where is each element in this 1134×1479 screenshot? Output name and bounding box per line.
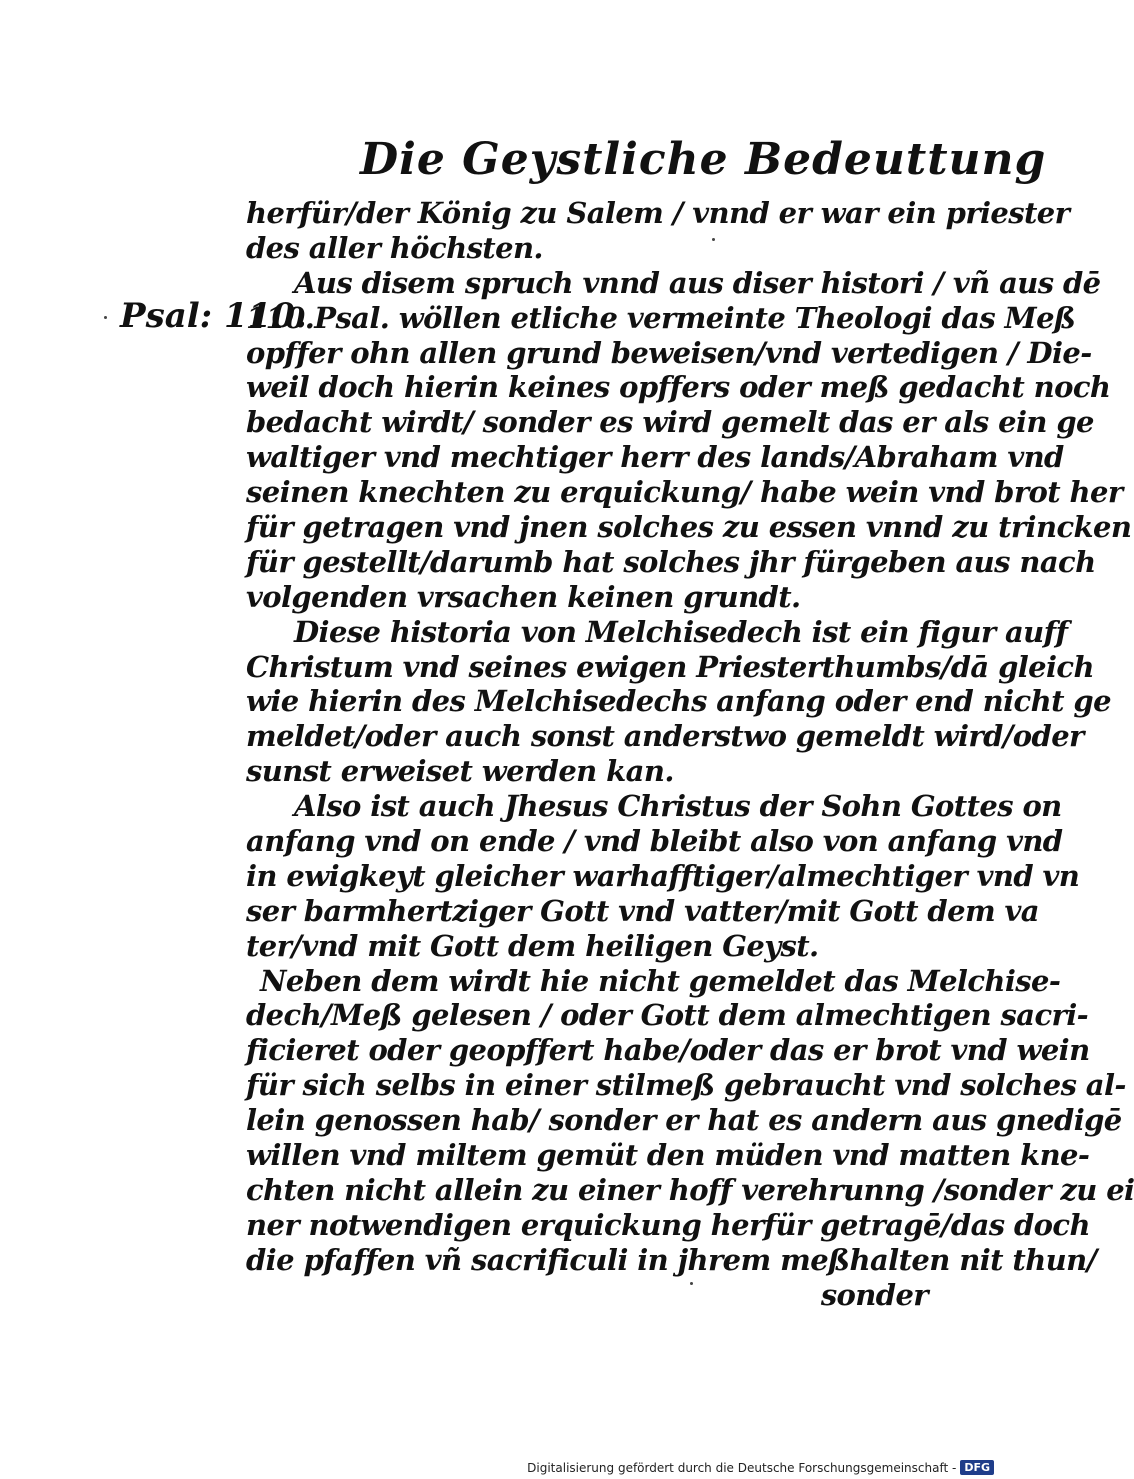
text-line: ser barmhertziger Gott vnd vatter/mit Gott dem va	[246, 893, 1039, 928]
text-body	[246, 196, 1134, 1313]
text-line: für gestellt/darumb hat solches jhr fürgeben aus nach	[246, 544, 1096, 579]
ink-speck	[104, 316, 107, 319]
ink-speck	[712, 238, 715, 241]
text-line: weil doch hierin keines opffers oder meß gedacht noch	[246, 370, 1111, 405]
text-line: willen vnd miltem gemüt den müden vnd matten kne-	[246, 1138, 1090, 1173]
dfg-logo: DFG	[960, 1460, 994, 1475]
ink-speck	[690, 1282, 693, 1285]
text-line: Christum vnd seines ewigen Priesterthumbs/dā gleich	[246, 649, 1094, 684]
text-line: ter/vnd mit Gott dem heiligen Geyst.	[246, 928, 819, 963]
text-line: herfür/der König zu Salem / vnnd er war ein priester	[246, 196, 1070, 230]
text-line: dech/Meß gelesen / oder Gott dem almechtigen sacri-	[246, 998, 1089, 1033]
footer	[527, 1460, 994, 1475]
text-line: waltiger vnd mechtiger herr des lands/Abraham vnd	[246, 440, 1064, 475]
margin-note: Psal: 110.	[120, 296, 307, 336]
page-title: Die Geystliche Bedeuttung	[360, 134, 1047, 185]
text-line: bedacht wirdt/ sonder es wird gemelt das er als ein ge	[246, 405, 1094, 440]
text-line: Diese historia von Melchisedech ist ein figur auff	[294, 614, 1068, 649]
text-line: für getragen vnd jnen solches zu essen vnnd zu trincken	[246, 510, 1132, 545]
text-line: anfang vnd on ende / vnd bleibt also von anfang vnd	[246, 824, 1063, 859]
text-line: seinen knechten zu erquickung/ habe wein vnd brot her	[246, 475, 1123, 510]
text-line: Also ist auch Jhesus Christus der Sohn Gottes on	[294, 789, 1062, 824]
text-line: chten nicht allein zu einer hoff verehrunng /sonder zu ei	[246, 1172, 1134, 1207]
text-line: sonder	[820, 1277, 928, 1312]
text-line: ner notwendigen erquickung herfür getragē/das doch	[246, 1207, 1090, 1242]
text-line: Aus disem spruch vnnd aus diser histori / vñ aus dē	[294, 265, 1101, 300]
text-line: des aller höchsten.	[246, 230, 543, 265]
text-line: wie hierin des Melchisedechs anfang oder end nicht ge	[246, 684, 1111, 719]
text-line: für sich selbs in einer stilmeß gebraucht vnd solches al-	[246, 1068, 1126, 1103]
text-line: Neben dem wirdt hie nicht gemeldet das Melchise-	[260, 963, 1061, 998]
text-line: sunst erweiset werden kan.	[246, 754, 674, 789]
text-line: 110.Psal. wöllen etliche vermeinte Theologi das Meß	[246, 300, 1076, 335]
text-line: volgenden vrsachen keinen grundt.	[246, 579, 801, 614]
text-line: die pfaffen vñ sacrificuli in jhrem meßhalten nit thun/	[246, 1242, 1097, 1277]
text-line: in ewigkeyt gleicher warhafftiger/almechtiger vnd vn	[246, 858, 1080, 893]
text-line: opffer ohn allen grund beweisen/vnd vertedigen / Die-	[246, 335, 1092, 370]
text-line: ficieret oder geopffert habe/oder das er brot vnd wein	[246, 1033, 1090, 1068]
text-line: meldet/oder auch sonst anderstwo gemeldt wird/oder	[246, 719, 1084, 754]
text-line: lein genossen hab/ sonder er hat es andern aus gnedigē	[246, 1103, 1122, 1138]
footer-text: Digitalisierung gefördert durch die Deutsche Forschungsgemeinschaft -	[527, 1460, 957, 1475]
